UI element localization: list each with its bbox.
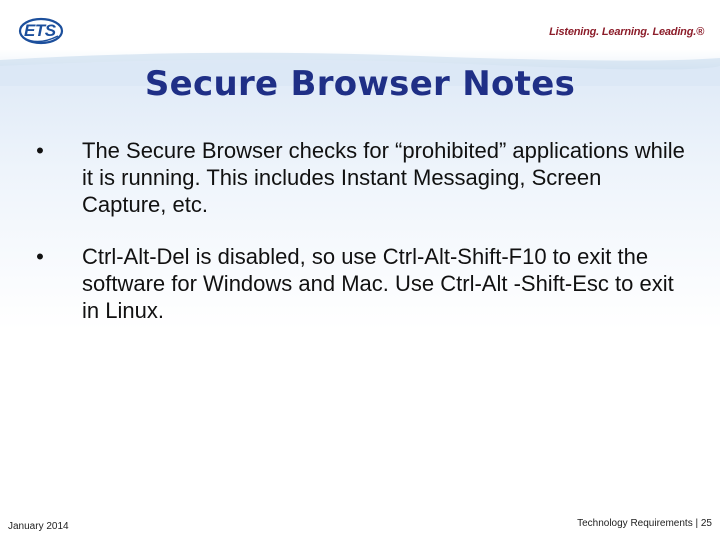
tagline: Listening. Learning. Leading.®: [549, 26, 704, 38]
bullet-item: [30, 137, 690, 218]
bullet-list: [30, 137, 690, 349]
footer-date: January 2014: [8, 521, 69, 532]
slide-title: Secure Browser Notes: [144, 64, 576, 104]
footer-page-number: 25: [700, 518, 712, 529]
bullet-item: [30, 243, 690, 324]
ets-logo: [18, 16, 66, 46]
bullet-marker: •: [36, 138, 44, 163]
bullet-text: The Secure Browser checks for “prohibited” applications while it is running. This includes Instant Messaging, Screen Capture, etc.: [82, 138, 685, 217]
logo-text: ETS: [24, 21, 56, 40]
bullet-marker: •: [36, 244, 44, 269]
footer-page-info: [577, 518, 712, 529]
footer-section: Technology Requirements: [577, 518, 693, 529]
bullet-text: Ctrl-Alt-Del is disabled, so use Ctrl-Alt-Shift-F10 to exit the software for Windows and Mac. Use Ctrl-Alt -Shift-Esc to exit in Linux.: [82, 244, 674, 323]
footer-separator: |: [695, 518, 699, 529]
